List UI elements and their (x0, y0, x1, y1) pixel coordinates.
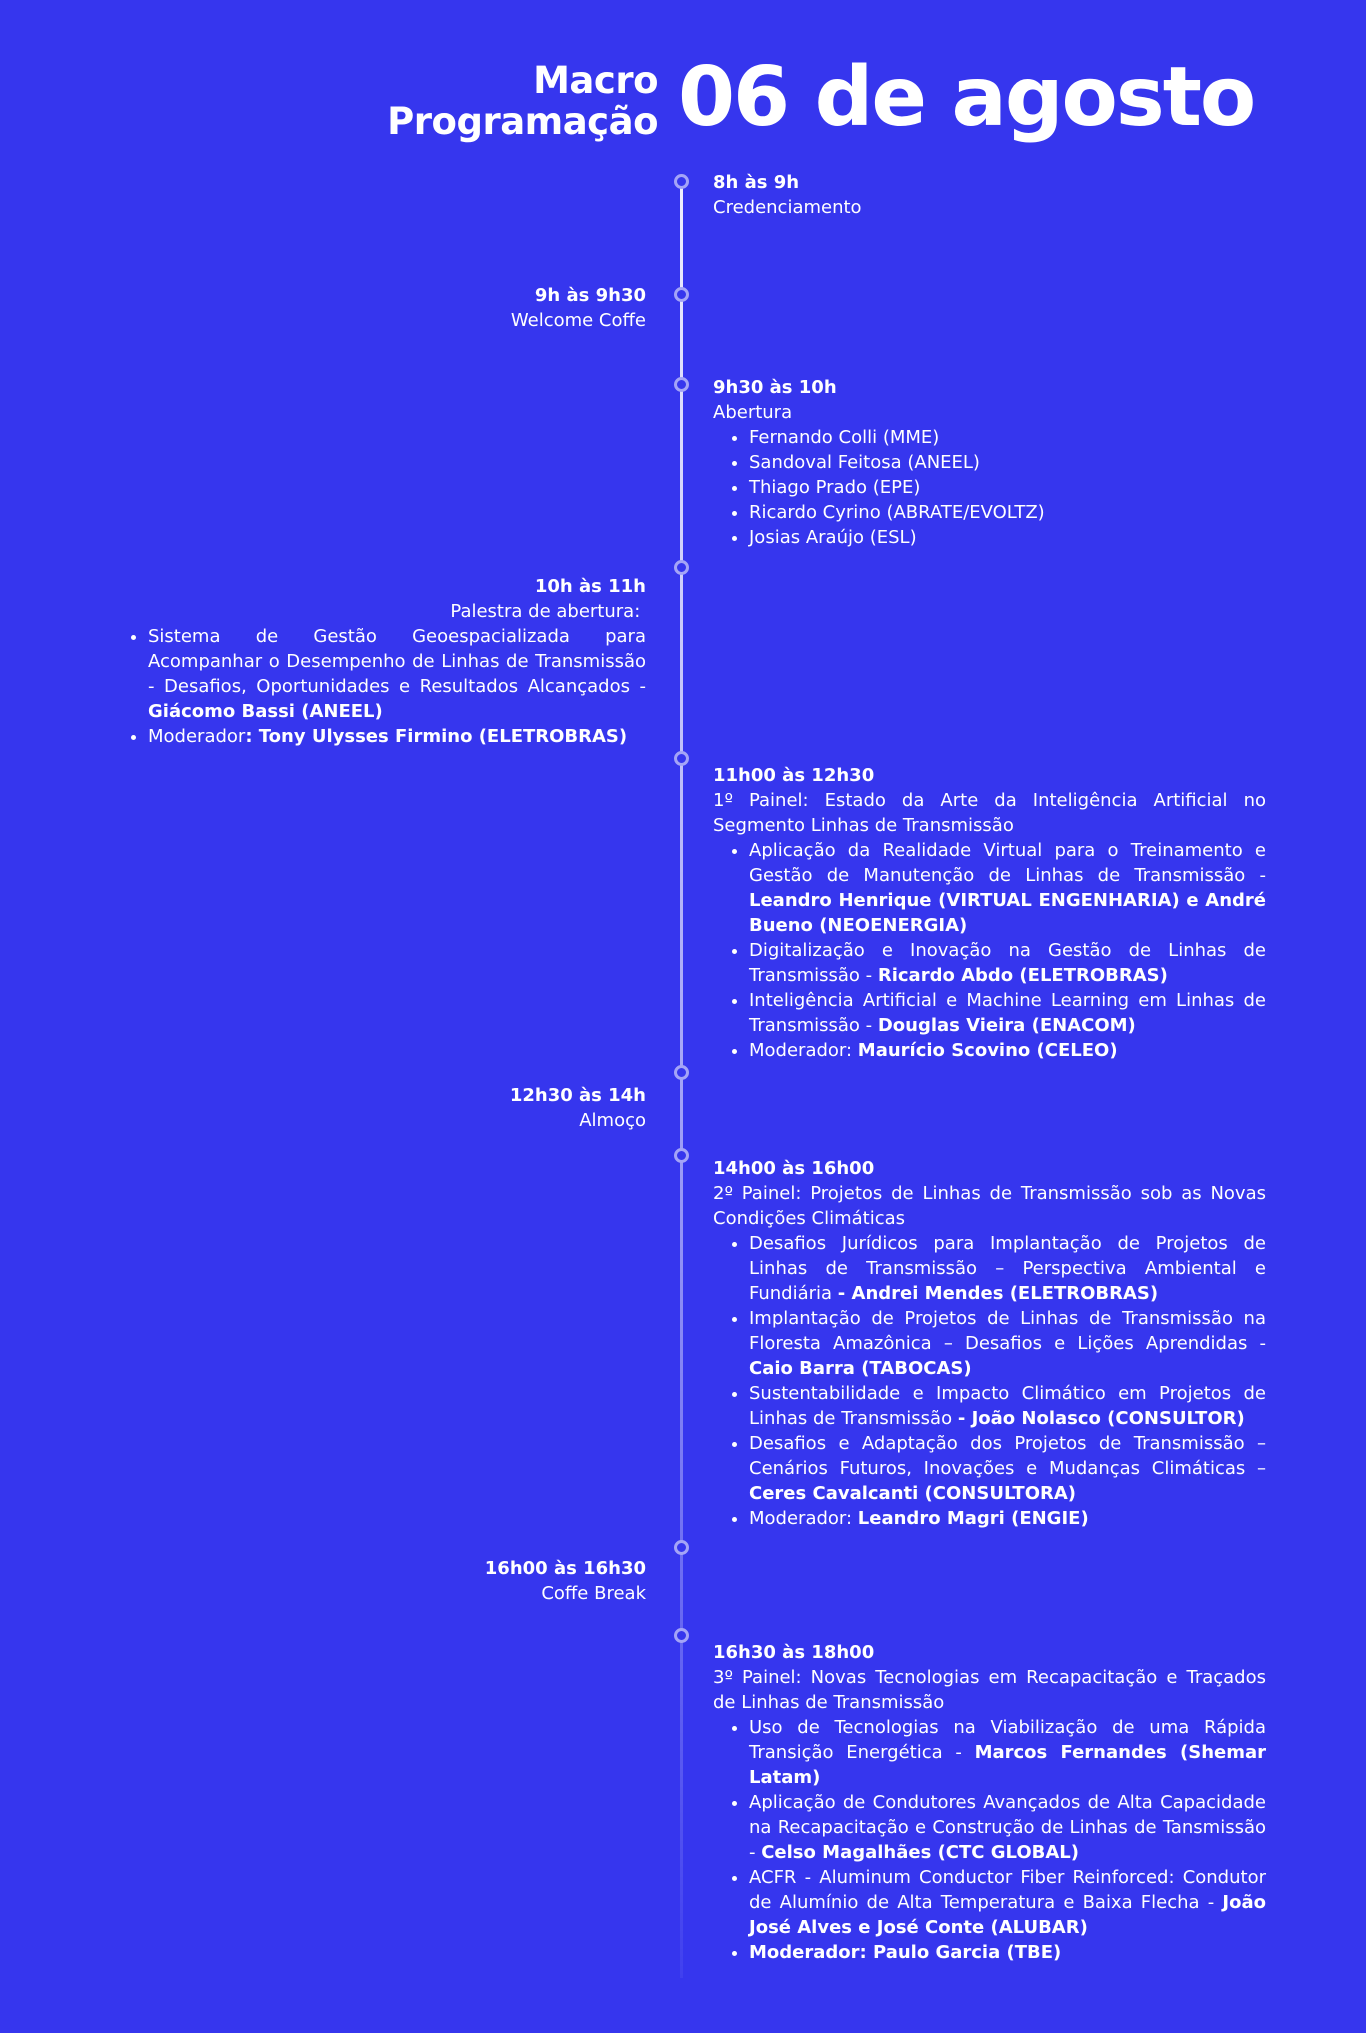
list-item: • Digitalização e Inovação na Gestão de Linhas de Transmissão - Ricardo Abdo (ELETROBRAS) (749, 938, 1266, 988)
talk-list (713, 1231, 1266, 1531)
session-title: 1º Painel: Estado da Arte da Inteligência Artificial no Segmento Linhas de Transmissão (713, 790, 1266, 836)
talk-list (713, 838, 1266, 1063)
session-time: 12h30 às 14h (509, 1085, 646, 1106)
session-title: Coffe Break (541, 1583, 646, 1604)
list-item: • Desafios e Adaptação dos Projetos de Transmissão – Cenários Futuros, Inovações e Mudanças Climáticas – Ceres Cavalcanti (CONSULTORA) (749, 1431, 1266, 1506)
session-title: 3º Painel: Novas Tecnologias em Recapacitação e Traçados de Linhas de Transmissão (713, 1667, 1266, 1713)
session-time: 16h00 às 16h30 (484, 1558, 646, 1579)
session-title: 2º Painel: Projetos de Linhas de Transmissão sob as Novas Condições Climáticas (713, 1183, 1266, 1229)
list-item: • Aplicação de Condutores Avançados de Alta Capacidade na Recapacitação e Construção de Linhas de Tansmissão - Celso Magalhães (CTC GLOBAL) (749, 1790, 1266, 1865)
speaker-list (713, 425, 1266, 550)
talk-list (130, 624, 646, 749)
list-item: • Josias Araújo (ESL) (749, 525, 1266, 550)
session-time: 10h às 11h (534, 576, 646, 597)
timeline-dot (674, 560, 689, 575)
list-item: • Uso de Tecnologias na Viabilização de uma Rápida Transição Energética - Marcos Fernandes (Shemar Latam) (749, 1715, 1266, 1790)
session-time: 11h00 às 12h30 (713, 765, 875, 786)
session-title: Almoço (579, 1110, 646, 1131)
timeline-dot (674, 174, 689, 189)
session-painel-2 (713, 1156, 1266, 1531)
timeline-dot (674, 1540, 689, 1555)
header-subtitle-line2: Programação (387, 100, 658, 143)
list-item: • Moderador: Paulo Garcia (TBE) (749, 1940, 1266, 1965)
session-time: 9h às 9h30 (534, 285, 646, 306)
list-item: • Implantação de Projetos de Linhas de Transmissão na Floresta Amazônica – Desafios e Lições Aprendidas - Caio Barra (TABOCAS) (749, 1306, 1266, 1381)
list-item: • Moderador: Leandro Magri (ENGIE) (749, 1506, 1266, 1531)
session-credenciamento (713, 170, 1266, 220)
session-abertura (713, 375, 1266, 550)
list-item: • ACFR - Aluminum Conductor Fiber Reinforced: Condutor de Alumínio de Alta Temperatura e Baixa Flecha - João José Alves e José Conte (ALUBAR) (749, 1865, 1266, 1940)
list-item: • Fernando Colli (MME) (749, 425, 1266, 450)
list-item: • Moderador: Tony Ulysses Firmino (ELETROBRAS) (148, 724, 646, 749)
list-item: • Sandoval Feitosa (ANEEL) (749, 450, 1266, 475)
session-painel-3 (713, 1640, 1266, 1965)
session-time: 16h30 às 18h00 (713, 1642, 875, 1663)
session-almoco (510, 1083, 646, 1133)
timeline-dot (674, 1065, 689, 1080)
list-item: • Desafios Jurídicos para Implantação de Projetos de Linhas de Transmissão – Perspectiva Ambiental e Fundiária - Andrei Mendes (ELETROBRAS) (749, 1231, 1266, 1306)
session-time: 8h às 9h (713, 172, 800, 193)
page-title: 06 de agosto (678, 50, 1255, 145)
session-time: 9h30 às 10h (713, 377, 837, 398)
list-item: • Sistema de Gestão Geoespacializada para Acompanhar o Desempenho de Linhas de Transmissão - Desafios, Oportunidades e Resultados Alcançados - Giácomo Bassi (ANEEL) (148, 624, 646, 724)
timeline-dot (674, 1148, 689, 1163)
talk-list (713, 1715, 1266, 1965)
list-item: • Moderador: Maurício Scovino (CELEO) (749, 1038, 1266, 1063)
list-item: • Inteligência Artificial e Machine Learning em Linhas de Transmissão - Douglas Vieira (ENACOM) (749, 988, 1266, 1038)
header-subtitle-line1: Macro (533, 59, 658, 102)
session-welcome-coffee (511, 283, 646, 333)
timeline-dot (674, 287, 689, 302)
timeline-dot (674, 1628, 689, 1643)
session-title: Credenciamento (713, 197, 862, 218)
timeline-dot (674, 377, 689, 392)
list-item: • Thiago Prado (EPE) (749, 475, 1266, 500)
session-painel-1 (713, 763, 1266, 1063)
header-subtitle (387, 60, 658, 142)
list-item: • Sustentabilidade e Impacto Climático em Projetos de Linhas de Transmissão - João Nolasco (CONSULTOR) (749, 1381, 1266, 1431)
list-item: • Aplicação da Realidade Virtual para o Treinamento e Gestão de Manutenção de Linhas de Transmissão - Leandro Henrique (VIRTUAL ENGENHARIA) e André Bueno (NEOENERGIA) (749, 838, 1266, 938)
session-palestra-abertura (130, 574, 646, 749)
list-item: • Ricardo Cyrino (ABRATE/EVOLTZ) (749, 500, 1266, 525)
session-coffee-break (485, 1556, 646, 1606)
session-title: Abertura (713, 402, 793, 423)
session-time: 14h00 às 16h00 (713, 1158, 875, 1179)
timeline-dot (674, 751, 689, 766)
session-title: Welcome Coffe (510, 310, 646, 331)
session-title: Palestra de abertura: (450, 601, 641, 622)
